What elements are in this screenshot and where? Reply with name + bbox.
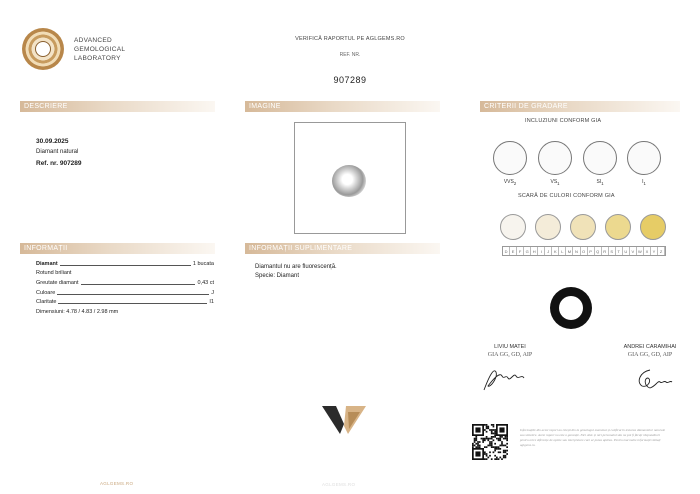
section-description: DESCRIERE	[20, 101, 215, 112]
clarity-title: INCLUZIUNI CONFORM GIA	[525, 118, 602, 124]
info-row: Dimensiuni: 4.78 / 4.83 / 2.98 mm	[36, 309, 119, 315]
section-supplementary: INFORMAȚII SUPLIMENTARE	[245, 243, 440, 254]
footer-website: AGLGEMS.RO	[100, 481, 134, 486]
signature-liviu-matei	[480, 364, 528, 394]
clarity-label: $SI_1$	[596, 179, 604, 186]
color-diagram	[500, 214, 526, 240]
clarity-diagram	[493, 141, 527, 175]
scale-letter: S	[609, 247, 616, 255]
scale-letter: L	[559, 247, 566, 255]
scale-letter: M	[566, 247, 573, 255]
color-diagram	[640, 214, 666, 240]
scale-letter: D	[503, 247, 510, 255]
clarity-diagram	[583, 141, 617, 175]
info-row: Greutate diamant 0,43 ct	[36, 280, 214, 286]
lab-name: ADVANCED GEMOLOGICAL LABORATORY	[74, 37, 126, 62]
clarity-diagram	[627, 141, 661, 175]
scale-letter: H	[531, 247, 538, 255]
signer-credentials: GIA GG, GD, AIP	[627, 352, 673, 358]
report-date: 30.09.2025	[36, 138, 69, 145]
color-scale	[502, 246, 666, 256]
scale-letter: X	[644, 247, 651, 255]
info-row: Culoare J	[36, 290, 214, 296]
signer-name: LIVIU MATEI	[494, 344, 526, 350]
signature-andrei-caramihai	[630, 364, 674, 394]
scale-letter: N	[573, 247, 580, 255]
scale-letter: O	[581, 247, 588, 255]
color-diagram	[605, 214, 631, 240]
clarity-label: $I_1$	[642, 179, 646, 186]
signer-name: ANDREI CARAMIHAI	[623, 344, 677, 350]
lab-emblem	[550, 287, 592, 329]
stone-type: Diamant natural	[36, 149, 79, 155]
legal-disclaimer: Informațiile din acest raport au reieșit din la gemologul examinat și calificat în testarea diamantelor naturale sau sintetice. Acest raport nu este o garanție. Nici AGL și nici personalul său nu pot fi făcuți răspunzători pentru orice diferențe de opinie sau interpretare care ar putea apărea. Pentru mai multe informații vizitați aglgems.ro.	[520, 428, 666, 447]
scale-letter: Y	[651, 247, 658, 255]
ref-number: 907289	[333, 75, 367, 85]
color-diagram	[570, 214, 596, 240]
info-row: Claritate I1	[36, 299, 214, 305]
clarity-diagram	[538, 141, 572, 175]
brand-v-logo	[322, 402, 366, 438]
footer-center: AGLGEMS.RO	[322, 482, 356, 487]
scale-letter: P	[588, 247, 595, 255]
supplementary-line: Specie: Diamant	[255, 273, 300, 279]
scale-letter: K	[552, 247, 559, 255]
info-row: Diamant 1 bucata	[36, 261, 214, 267]
lab-seal-logo	[22, 28, 64, 70]
scale-letter: V	[630, 247, 637, 255]
scale-letter: F	[517, 247, 524, 255]
color-title: SCARĂ DE CULORI CONFORM GIA	[518, 193, 615, 199]
scale-letter: T	[616, 247, 623, 255]
scale-letter: I	[538, 247, 545, 255]
scale-letter: W	[637, 247, 644, 255]
color-diagram-row	[500, 214, 666, 242]
supplementary-line: Diamantul nu are fluorescență.	[255, 264, 337, 270]
section-image: IMAGINE	[245, 101, 440, 112]
description-ref: Ref. nr. 907289	[36, 160, 82, 167]
scale-letter: Q	[595, 247, 602, 255]
section-criteria: CRITERII DE GRADARE	[480, 101, 680, 112]
info-row: Rotund briliant	[36, 270, 72, 276]
scale-letter: U	[623, 247, 630, 255]
scale-letter: J	[545, 247, 552, 255]
scale-letter: R	[602, 247, 609, 255]
color-diagram	[535, 214, 561, 240]
scale-letter: Z	[658, 247, 665, 255]
section-info: INFORMAȚII	[20, 243, 215, 254]
ref-label: REF. NR.	[339, 52, 361, 58]
signer-credentials: GIA GG, GD, AIP	[487, 352, 533, 358]
clarity-label: $VVS_2$	[503, 179, 517, 186]
diamond-image	[332, 165, 366, 197]
scale-letter: G	[524, 247, 531, 255]
verify-text: VERIFICĂ RAPORTUL PE AGLGEMS.RO	[295, 36, 405, 42]
clarity-label: $VS_1$	[550, 179, 560, 186]
qr-code	[472, 424, 508, 460]
scale-letter: E	[510, 247, 517, 255]
